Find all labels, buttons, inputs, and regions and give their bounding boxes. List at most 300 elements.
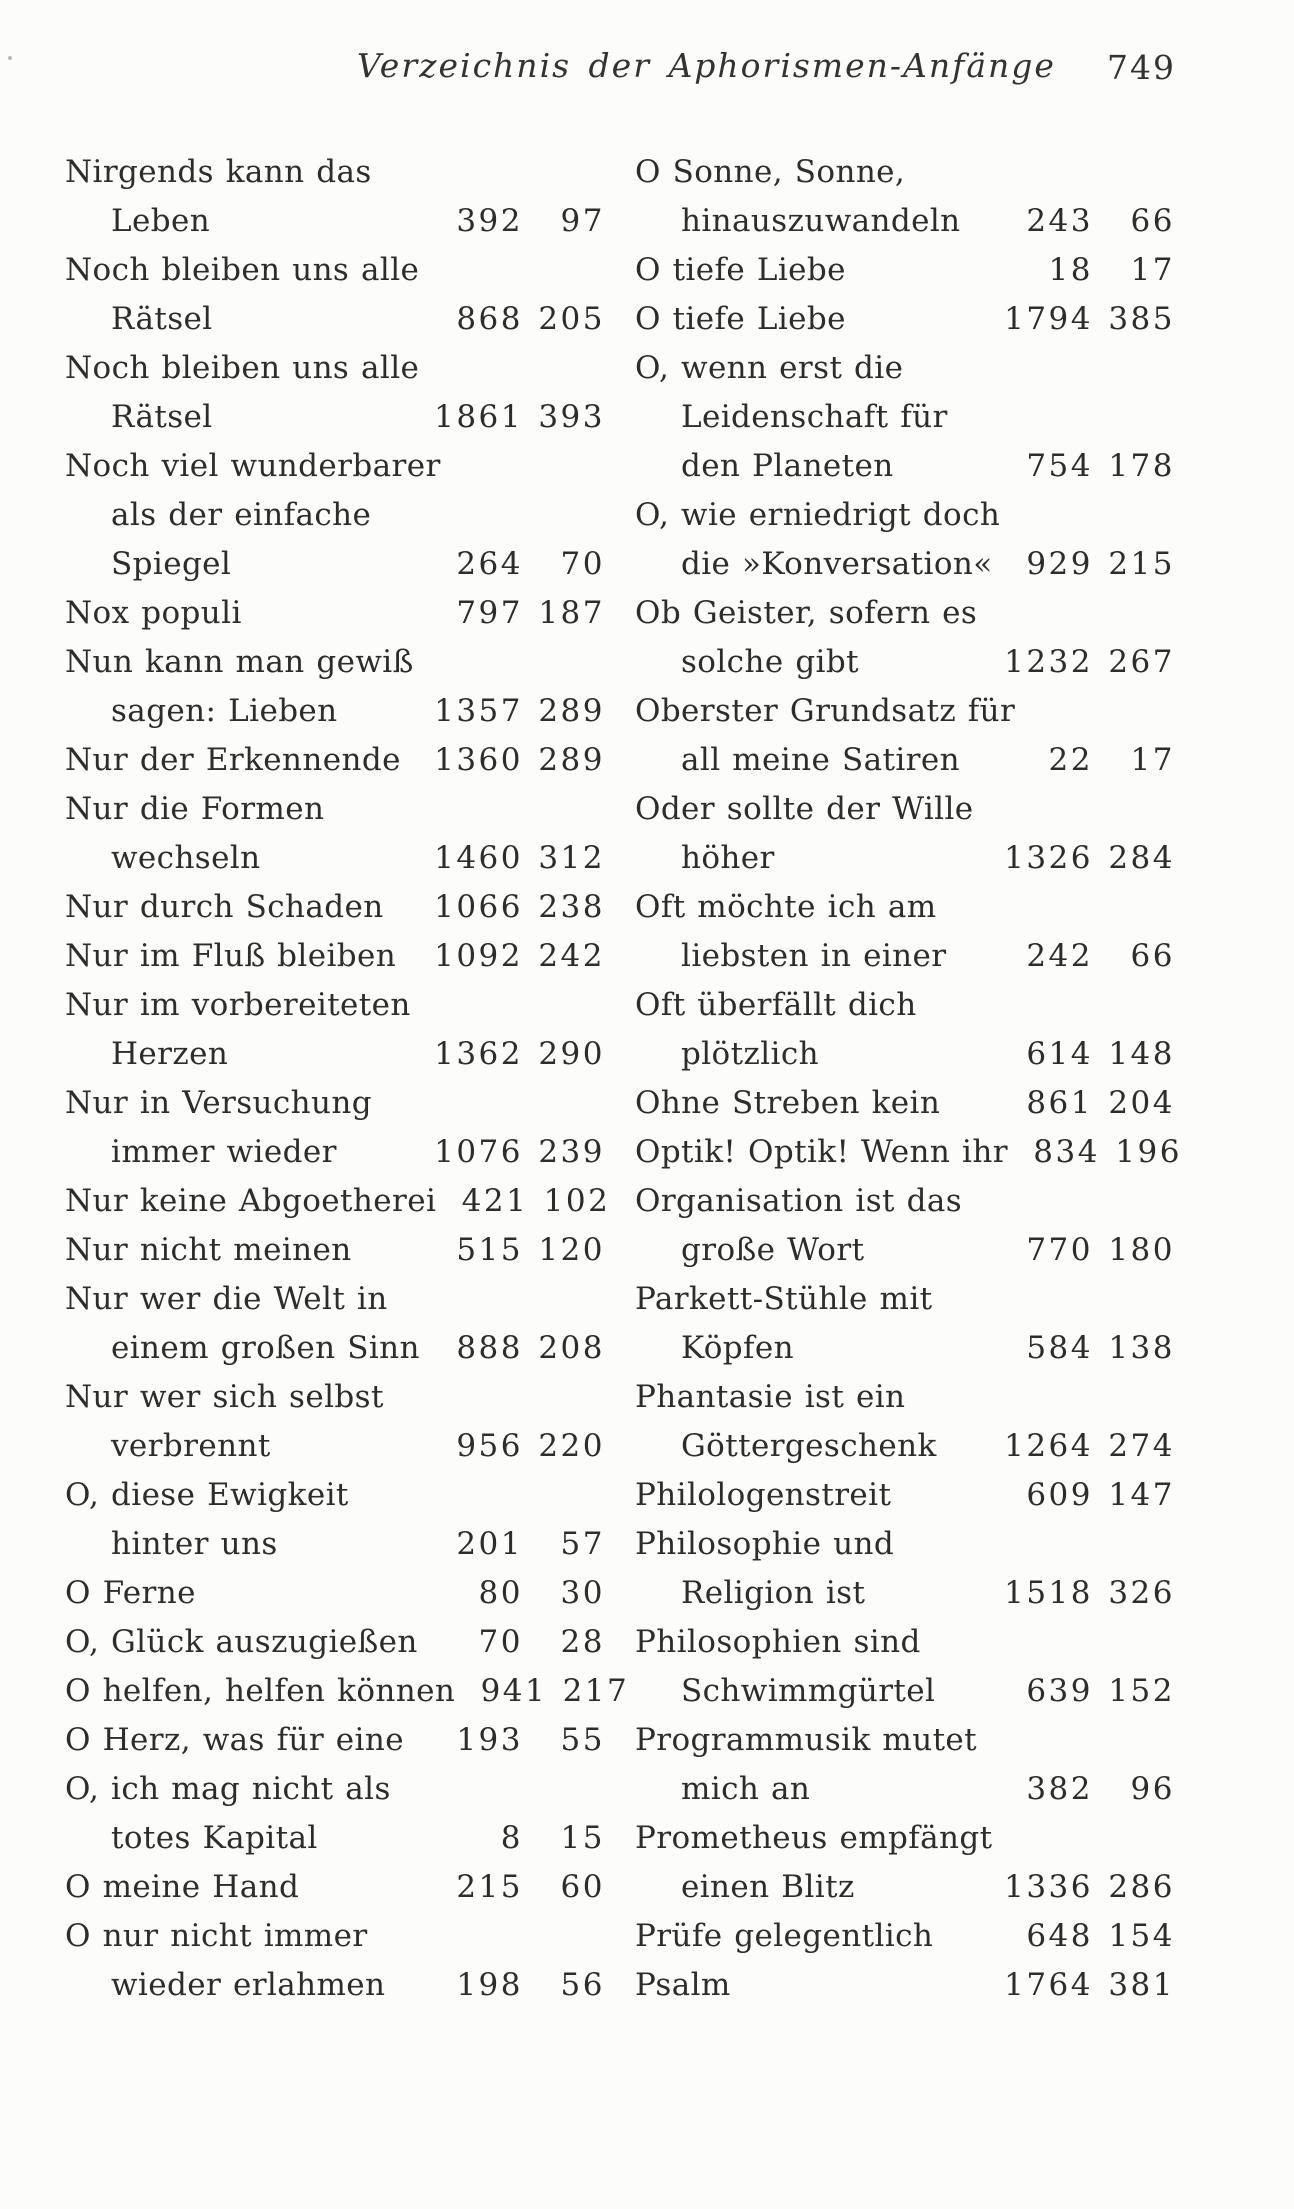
index-entry — [635, 687, 1175, 785]
index-entry — [65, 246, 605, 344]
entry-references — [1001, 1569, 1175, 1618]
index-entry — [635, 295, 1175, 344]
entry-references — [431, 540, 605, 589]
entry-line — [65, 1324, 605, 1373]
entry-aphorism-number: 797 — [456, 595, 523, 631]
entry-aphorism-number: 1264 — [1004, 1428, 1093, 1464]
index-column-right — [635, 148, 1182, 2010]
entry-text: Rätsel — [111, 399, 213, 435]
entry-text: Nur der Erkennende — [65, 742, 401, 778]
entry-line — [65, 344, 605, 393]
entry-references — [431, 589, 605, 638]
entry-line — [635, 1471, 1175, 1520]
entry-references — [431, 1030, 605, 1079]
entry-text: O tiefe Liebe — [635, 301, 846, 337]
entry-references — [431, 1716, 605, 1765]
entry-text: Philosophie und — [635, 1526, 895, 1562]
entry-line — [65, 1520, 605, 1569]
index-entry — [65, 344, 605, 442]
entry-line — [635, 246, 1175, 295]
entry-line — [65, 1177, 611, 1226]
entry-text: einen Blitz — [681, 1869, 855, 1905]
entry-text: Leben — [111, 203, 211, 239]
entry-line — [65, 1471, 605, 1520]
entry-text: Oder sollte der Wille — [635, 791, 974, 827]
index-entry — [65, 932, 605, 981]
entry-page-number: 66 — [1130, 938, 1175, 974]
page-header — [65, 46, 1176, 108]
entry-page-number: 242 — [538, 938, 605, 974]
entry-page-number: 187 — [538, 595, 605, 631]
index-entry — [635, 491, 1175, 589]
entry-line — [635, 1716, 1175, 1765]
entry-line — [635, 1863, 1175, 1912]
entry-page-number: 286 — [1108, 1869, 1175, 1905]
index-entry — [635, 1471, 1175, 1520]
entry-text: Nur die Formen — [65, 791, 325, 827]
entry-text: Köpfen — [681, 1330, 795, 1366]
entry-aphorism-number: 941 — [480, 1673, 548, 1709]
entry-line — [635, 344, 1175, 393]
entry-line — [635, 589, 1175, 638]
entry-page-number: 178 — [1108, 448, 1175, 484]
entry-text: O, Glück auszugießen — [65, 1624, 418, 1660]
entry-text: O nur nicht immer — [65, 1918, 368, 1954]
index-entry — [65, 785, 605, 883]
entry-page-number: 205 — [538, 301, 605, 337]
entry-line — [635, 1079, 1175, 1128]
index-entry — [65, 1863, 605, 1912]
entry-line — [635, 834, 1175, 883]
entry-line — [635, 491, 1175, 540]
entry-page-number: 28 — [560, 1624, 605, 1660]
entry-references — [1001, 540, 1175, 589]
entry-references — [1001, 295, 1175, 344]
entry-references — [1001, 197, 1175, 246]
entry-aphorism-number: 609 — [1026, 1477, 1093, 1513]
entry-aphorism-number: 22 — [1048, 742, 1093, 778]
index-entry — [635, 785, 1175, 883]
entry-text: Optik! Optik! Wenn ihr — [635, 1134, 1008, 1170]
entry-references — [1001, 1863, 1175, 1912]
entry-text: Philosophien sind — [635, 1624, 921, 1660]
index-entry — [635, 1520, 1175, 1618]
entry-text: den Planeten — [681, 448, 894, 484]
entry-aphorism-number: 956 — [456, 1428, 523, 1464]
entry-line — [65, 1912, 605, 1961]
entry-text: Religion ist — [681, 1575, 866, 1611]
entry-page-number: 56 — [560, 1967, 605, 2003]
index-entry — [65, 981, 605, 1079]
entry-references — [1001, 1912, 1175, 1961]
entry-line — [65, 1765, 605, 1814]
entry-line — [635, 1373, 1175, 1422]
entry-references — [1001, 638, 1175, 687]
entry-page-number: 312 — [538, 840, 605, 876]
index-entry — [635, 148, 1175, 246]
entry-aphorism-number: 1460 — [434, 840, 523, 876]
index-entry — [65, 1079, 605, 1177]
entry-text: solche gibt — [681, 644, 859, 680]
entry-text: Oberster Grundsatz für — [635, 693, 1016, 729]
entry-line — [635, 981, 1175, 1030]
entry-references — [431, 1128, 605, 1177]
index-entry — [65, 1765, 605, 1863]
entry-line — [635, 1961, 1175, 2010]
entry-line — [635, 1912, 1175, 1961]
entry-page-number: 208 — [538, 1330, 605, 1366]
entry-page-number: 120 — [538, 1232, 605, 1268]
entry-line — [65, 148, 605, 197]
entry-references — [1001, 1030, 1175, 1079]
entry-text: Noch viel wunderbarer — [65, 448, 441, 484]
entry-page-number: 102 — [543, 1183, 611, 1219]
entry-aphorism-number: 243 — [1026, 203, 1093, 239]
entry-text: Nur im vorbereiteten — [65, 987, 411, 1023]
index-entry — [635, 1814, 1175, 1912]
entry-references — [1001, 442, 1175, 491]
entry-references — [431, 736, 605, 785]
entry-text: wieder erlahmen — [111, 1967, 386, 2003]
entry-line — [65, 981, 605, 1030]
entry-references — [1001, 736, 1175, 785]
entry-aphorism-number: 1336 — [1004, 1869, 1093, 1905]
entry-references — [1001, 834, 1175, 883]
entry-text: Nox populi — [65, 595, 242, 631]
index-entry — [635, 1716, 1175, 1814]
entry-text: Psalm — [635, 1967, 731, 2003]
entry-text: hinauszuwandeln — [681, 203, 961, 239]
entry-aphorism-number: 421 — [461, 1183, 529, 1219]
entry-aphorism-number: 193 — [456, 1722, 523, 1758]
index-entry — [65, 1373, 605, 1471]
entry-aphorism-number: 1357 — [434, 693, 523, 729]
entry-page-number: 238 — [538, 889, 605, 925]
entry-references — [1001, 932, 1175, 981]
entry-aphorism-number: 8 — [500, 1820, 523, 1856]
entry-line — [65, 834, 605, 883]
entry-line — [635, 1520, 1175, 1569]
index-entry — [635, 1275, 1175, 1373]
entry-line — [635, 883, 1175, 932]
entry-line — [635, 1569, 1175, 1618]
entry-aphorism-number: 392 — [456, 203, 523, 239]
index-entry — [635, 344, 1175, 491]
entry-text: O helfen, helfen können — [65, 1673, 456, 1709]
entry-aphorism-number: 754 — [1026, 448, 1093, 484]
entry-text: Ohne Streben kein — [635, 1085, 941, 1121]
entry-text: Nirgends kann das — [65, 154, 372, 190]
entry-line — [635, 785, 1175, 834]
entry-line — [635, 1618, 1175, 1667]
entry-text: Philologenstreit — [635, 1477, 892, 1513]
entry-text: hinter uns — [111, 1526, 278, 1562]
entry-references — [431, 883, 605, 932]
entry-page-number: 381 — [1108, 1967, 1175, 2003]
index-entry — [635, 1373, 1175, 1471]
entry-page-number: 217 — [562, 1673, 630, 1709]
entry-page-number: 60 — [560, 1869, 605, 1905]
entry-line — [65, 1961, 605, 2010]
index-entry — [65, 1667, 630, 1716]
entry-text: große Wort — [681, 1232, 865, 1268]
index-entry — [635, 589, 1175, 687]
entry-references — [1001, 1422, 1175, 1471]
entry-page-number: 326 — [1108, 1575, 1175, 1611]
entry-references — [431, 834, 605, 883]
entry-references — [431, 1863, 605, 1912]
entry-line — [65, 1667, 630, 1716]
entry-aphorism-number: 888 — [456, 1330, 523, 1366]
entry-line — [65, 736, 605, 785]
entry-line — [635, 1324, 1175, 1373]
index-entry — [65, 736, 605, 785]
entry-text: höher — [681, 840, 775, 876]
index-entry — [65, 638, 605, 736]
index-entry — [635, 1618, 1175, 1716]
index-entry — [65, 1716, 605, 1765]
entry-text: Nur nicht meinen — [65, 1232, 352, 1268]
entry-aphorism-number: 215 — [456, 1869, 523, 1905]
entry-line — [65, 246, 605, 295]
entry-references — [1001, 1961, 1175, 2010]
entry-references — [1001, 246, 1175, 295]
entry-text: Parkett-Stühle mit — [635, 1281, 933, 1317]
index-entry — [635, 1912, 1175, 1961]
entry-aphorism-number: 1362 — [434, 1036, 523, 1072]
entry-line — [635, 1765, 1175, 1814]
index-entry — [635, 1128, 1182, 1177]
entry-line — [65, 1618, 605, 1667]
entry-text: Ob Geister, sofern es — [635, 595, 978, 631]
index-entry — [65, 1471, 605, 1569]
entry-text: Nur durch Schaden — [65, 889, 384, 925]
entry-line — [635, 148, 1175, 197]
entry-text: O Ferne — [65, 1575, 196, 1611]
entry-aphorism-number: 1232 — [1004, 644, 1093, 680]
entry-text: Nur keine Abgoetherei — [65, 1183, 437, 1219]
entry-line — [635, 1275, 1175, 1324]
entry-references — [1001, 1765, 1175, 1814]
entry-line — [635, 687, 1175, 736]
entry-text: Herzen — [111, 1036, 229, 1072]
entry-text: Nur wer sich selbst — [65, 1379, 384, 1415]
entry-text: O, diese Ewigkeit — [65, 1477, 349, 1513]
entry-aphorism-number: 264 — [456, 546, 523, 582]
index-entry — [635, 981, 1175, 1079]
entry-references — [1001, 1226, 1175, 1275]
entry-line — [65, 1716, 605, 1765]
entry-aphorism-number: 18 — [1048, 252, 1093, 288]
page-number: 749 — [1107, 48, 1176, 87]
entry-references — [1008, 1128, 1182, 1177]
entry-line — [635, 442, 1175, 491]
entry-aphorism-number: 80 — [478, 1575, 523, 1611]
entry-line — [635, 1667, 1175, 1716]
entry-aphorism-number: 1518 — [1004, 1575, 1093, 1611]
entry-page-number: 289 — [538, 693, 605, 729]
entry-references — [431, 295, 605, 344]
entry-text: liebsten in einer — [681, 938, 947, 974]
entry-text: einem großen Sinn — [111, 1330, 420, 1366]
entry-aphorism-number: 1360 — [434, 742, 523, 778]
entry-page-number: 215 — [1108, 546, 1175, 582]
entry-line — [65, 1569, 605, 1618]
index-entry — [65, 1177, 611, 1226]
entry-page-number: 290 — [538, 1036, 605, 1072]
entry-text: Noch bleiben uns alle — [65, 252, 420, 288]
entry-references — [1001, 1324, 1175, 1373]
entry-aphorism-number: 382 — [1026, 1771, 1093, 1807]
entry-text: immer wieder — [111, 1134, 337, 1170]
entry-page-number: 55 — [560, 1722, 605, 1758]
entry-text: plötzlich — [681, 1036, 819, 1072]
entry-line — [65, 638, 605, 687]
index-entry — [635, 1079, 1175, 1128]
index-entry — [65, 148, 605, 246]
index-entry — [65, 1912, 605, 2010]
entry-line — [635, 1422, 1175, 1471]
entry-page-number: 138 — [1108, 1330, 1175, 1366]
entry-page-number: 239 — [538, 1134, 605, 1170]
entry-line — [65, 295, 605, 344]
index-entry — [635, 246, 1175, 295]
entry-references — [1001, 1079, 1175, 1128]
entry-line — [65, 197, 605, 246]
index-entry — [635, 1177, 1175, 1275]
entry-aphorism-number: 1861 — [434, 399, 523, 435]
entry-aphorism-number: 1092 — [434, 938, 523, 974]
entry-text: Prometheus empfängt — [635, 1820, 993, 1856]
entry-text: Noch bleiben uns alle — [65, 350, 420, 386]
entry-aphorism-number: 1326 — [1004, 840, 1093, 876]
entry-line — [65, 1814, 605, 1863]
entry-references — [431, 1618, 605, 1667]
entry-line — [635, 393, 1175, 442]
entry-text: O, wie erniedrigt doch — [635, 497, 1001, 533]
entry-page-number: 70 — [560, 546, 605, 582]
entry-references — [431, 1422, 605, 1471]
index-entry — [65, 1618, 605, 1667]
entry-page-number: 154 — [1108, 1918, 1175, 1954]
entry-aphorism-number: 201 — [456, 1526, 523, 1562]
entry-line — [65, 393, 605, 442]
entry-line — [65, 883, 605, 932]
entry-text: Oft möchte ich am — [635, 889, 937, 925]
entry-page-number: 17 — [1130, 742, 1175, 778]
entry-references — [455, 1667, 629, 1716]
entry-page-number: 180 — [1108, 1232, 1175, 1268]
entry-line — [635, 736, 1175, 785]
entry-aphorism-number: 1794 — [1004, 301, 1093, 337]
index-columns — [65, 148, 1182, 2010]
index-entry — [65, 1569, 605, 1618]
entry-aphorism-number: 929 — [1026, 546, 1093, 582]
entry-line — [635, 540, 1175, 589]
entry-text: Organisation ist das — [635, 1183, 963, 1219]
entry-aphorism-number: 1076 — [434, 1134, 523, 1170]
entry-line — [635, 638, 1175, 687]
entry-references — [431, 197, 605, 246]
entry-line — [65, 1373, 605, 1422]
entry-line — [65, 1275, 605, 1324]
entry-page-number: 147 — [1108, 1477, 1175, 1513]
entry-line — [635, 1177, 1175, 1226]
entry-line — [635, 1226, 1175, 1275]
entry-page-number: 289 — [538, 742, 605, 778]
entry-references — [431, 687, 605, 736]
entry-references — [431, 1814, 605, 1863]
entry-aphorism-number: 770 — [1026, 1232, 1093, 1268]
entry-page-number: 220 — [538, 1428, 605, 1464]
entry-text: Nur im Fluß bleiben — [65, 938, 397, 974]
entry-line — [65, 1226, 605, 1275]
entry-references — [431, 393, 605, 442]
entry-line — [65, 540, 605, 589]
entry-text: wechseln — [111, 840, 261, 876]
entry-aphorism-number: 70 — [478, 1624, 523, 1660]
entry-aphorism-number: 639 — [1026, 1673, 1093, 1709]
entry-line — [635, 932, 1175, 981]
entry-references — [431, 1520, 605, 1569]
entry-page-number: 57 — [560, 1526, 605, 1562]
index-column-left — [65, 148, 630, 2010]
entry-line — [65, 1128, 605, 1177]
entry-aphorism-number: 584 — [1026, 1330, 1093, 1366]
entry-text: Rätsel — [111, 301, 213, 337]
scan-speck — [8, 56, 12, 60]
entry-page-number: 284 — [1108, 840, 1175, 876]
entry-text: Leidenschaft für — [681, 399, 948, 435]
entry-line — [635, 1128, 1182, 1177]
entry-page-number: 196 — [1115, 1134, 1182, 1170]
index-entry — [65, 1275, 605, 1373]
page-title: Verzeichnis der Aphorismen-Anfänge — [357, 46, 1056, 85]
entry-page-number: 96 — [1130, 1771, 1175, 1807]
entry-text: Oft überfällt dich — [635, 987, 917, 1023]
entry-text: O, ich mag nicht als — [65, 1771, 391, 1807]
entry-page-number: 66 — [1130, 203, 1175, 239]
entry-text: all meine Satiren — [681, 742, 961, 778]
entry-text: Prüfe gelegentlich — [635, 1918, 934, 1954]
entry-references — [431, 1226, 605, 1275]
entry-text: Programmusik mutet — [635, 1722, 978, 1758]
entry-aphorism-number: 242 — [1026, 938, 1093, 974]
entry-references — [431, 1324, 605, 1373]
entry-line — [635, 1030, 1175, 1079]
entry-aphorism-number: 868 — [456, 301, 523, 337]
entry-line — [635, 1814, 1175, 1863]
entry-line — [65, 1422, 605, 1471]
entry-text: Nur wer die Welt in — [65, 1281, 388, 1317]
entry-line — [65, 589, 605, 638]
entry-aphorism-number: 614 — [1026, 1036, 1093, 1072]
entry-line — [65, 1030, 605, 1079]
entry-aphorism-number: 198 — [456, 1967, 523, 2003]
index-entry — [635, 883, 1175, 981]
entry-text: die »Konversation« — [681, 546, 993, 582]
index-entry — [65, 442, 605, 589]
entry-aphorism-number: 648 — [1026, 1918, 1093, 1954]
entry-text: totes Kapital — [111, 1820, 318, 1856]
entry-page-number: 148 — [1108, 1036, 1175, 1072]
entry-text: Nur in Versuchung — [65, 1085, 372, 1121]
entry-line — [65, 442, 605, 491]
entry-line — [65, 785, 605, 834]
entry-references — [431, 1961, 605, 2010]
entry-page-number: 267 — [1108, 644, 1175, 680]
entry-page-number: 204 — [1108, 1085, 1175, 1121]
